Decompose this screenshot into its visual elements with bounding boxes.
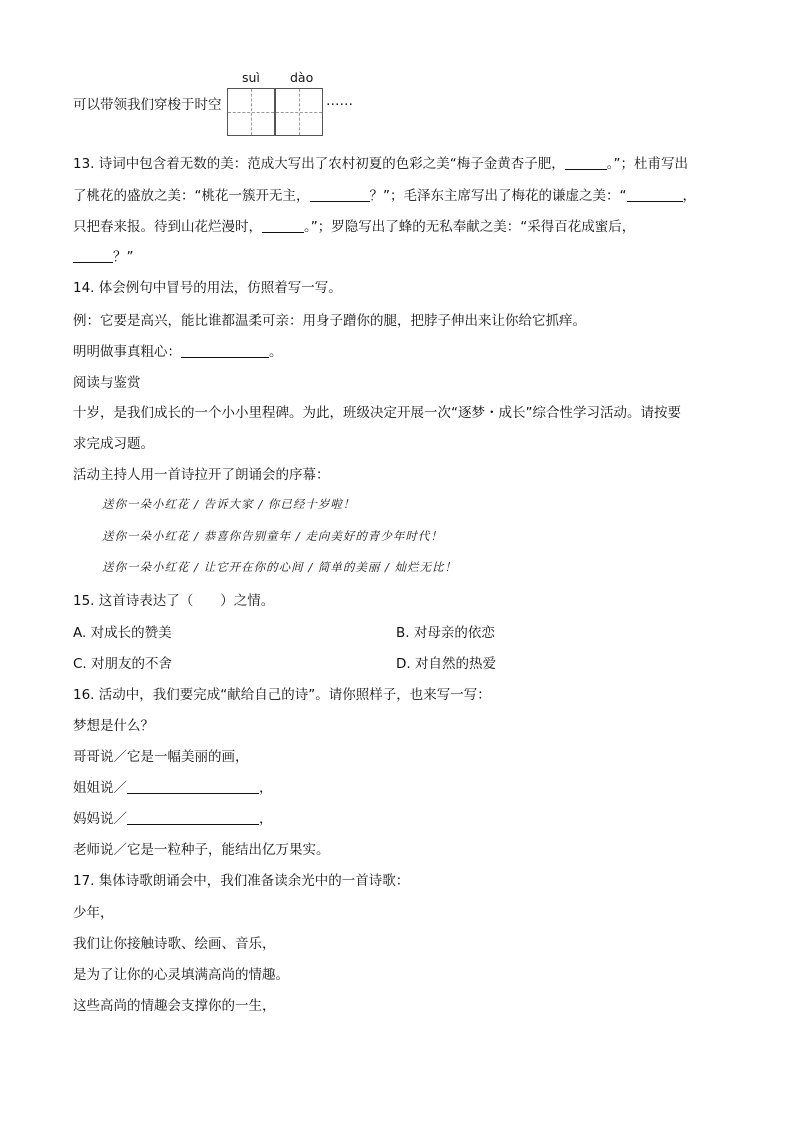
poem-line-1: 送你一朵小红花 / 告诉大家 / 你已经十岁啦！ (102, 497, 356, 511)
reading-host: 活动主持人用一首诗拉开了朗诵会的序幕： (73, 467, 330, 483)
q13-line-3: 只把春来报。待到山花烂漫时， 。”；罗隐写出了蜂的无私奉献之美：“采得百花成蜜后， (73, 219, 636, 235)
q17-question: 17. 集体诗歌朗诵会中，我们准备读余光中的一首诗歌： (73, 873, 410, 889)
q14-answer-blank[interactable] (181, 343, 269, 358)
q14-title: 14. 体会例句中冒号的用法，仿照着写一写。 (73, 280, 342, 296)
writing-grid-box-1[interactable] (227, 88, 275, 136)
q14-prompt: 明明做事真粗心： 。 (73, 344, 283, 360)
q16-question: 16. 活动中，我们要完成“献给自己的诗”。请你照样子，也来写一写： (73, 687, 491, 703)
q13-blank-4[interactable] (262, 218, 304, 233)
q13-line-1: 13. 诗词中包含着无数的美：范成大写出了农村初夏的色彩之美“梅子金黄杏子肥， 。”；杜甫写出 (73, 156, 689, 172)
q16-dream: 梦想是什么？ (73, 718, 154, 734)
q13-blank-3[interactable] (627, 187, 683, 202)
poem-line-2: 送你一朵小红花 / 恭喜你告别童年 / 走向美好的青少年时代！ (102, 529, 443, 543)
poem-line-3: 送你一朵小红花 / 让它开在你的心间 / 简单的美丽 / 灿烂无比！ (102, 560, 458, 574)
q16-brother: 哥哥说／它是一幅美丽的画， (73, 749, 249, 765)
top-ellipsis: …… (326, 93, 353, 109)
q13-blank-1[interactable] (565, 155, 607, 170)
q16-teacher: 老师说／它是一粒种子，能结出亿万果实。 (73, 842, 330, 858)
q15-option-a[interactable]: A. 对成长的赞美 (73, 625, 172, 641)
q15-option-d[interactable]: D. 对自然的热爱 (396, 656, 496, 672)
q14-example: 例：它要是高兴，能比谁都温柔可亲：用身子蹭你的腿，把脖子伸出来让你给它抓痒。 (73, 313, 586, 329)
reading-heading: 阅读与鉴赏 (73, 375, 141, 391)
reading-intro-1: 十岁，是我们成长的一个小小里程碑。为此，班级决定开展一次“逐梦・成长”综合性学习活动。请按要 (73, 405, 681, 421)
q17-line-2: 我们让你接触诗歌、绘画、音乐， (73, 936, 276, 952)
q17-line-4: 这些高尚的情趣会支撑你的一生， (73, 998, 276, 1014)
q13-blank-2[interactable] (310, 187, 370, 202)
q13-line-4: ？” (73, 245, 134, 265)
top-text: 可以带领我们穿梭于时空 (73, 97, 222, 113)
writing-grid-box-2[interactable] (275, 88, 323, 136)
q13-blank-5[interactable] (73, 248, 113, 263)
q16-sister-blank[interactable] (127, 779, 259, 794)
q17-line-3: 是为了让你的心灵填满高尚的情趣。 (73, 967, 289, 983)
q16-sister: 姐姐说／ ， (73, 780, 273, 796)
reading-intro-2: 求完成习题。 (73, 436, 154, 452)
q17-line-1: 少年， (73, 905, 114, 921)
pinyin-sui: suì (242, 70, 260, 85)
q16-mother-blank[interactable] (127, 810, 259, 825)
q15-question: 15. 这首诗表达了（ ）之情。 (73, 593, 275, 609)
q15-option-b[interactable]: B. 对母亲的依恋 (396, 625, 495, 641)
q16-mother: 妈妈说／ ， (73, 811, 273, 827)
q13-line-2: 了桃花的盛放之美：“桃花一簇开无主， ？”；毛泽东主席写出了梅花的谦虚之美：“ ， (73, 188, 696, 204)
pinyin-dao: dào (290, 70, 314, 85)
q15-option-c[interactable]: C. 对朋友的不舍 (73, 656, 173, 672)
